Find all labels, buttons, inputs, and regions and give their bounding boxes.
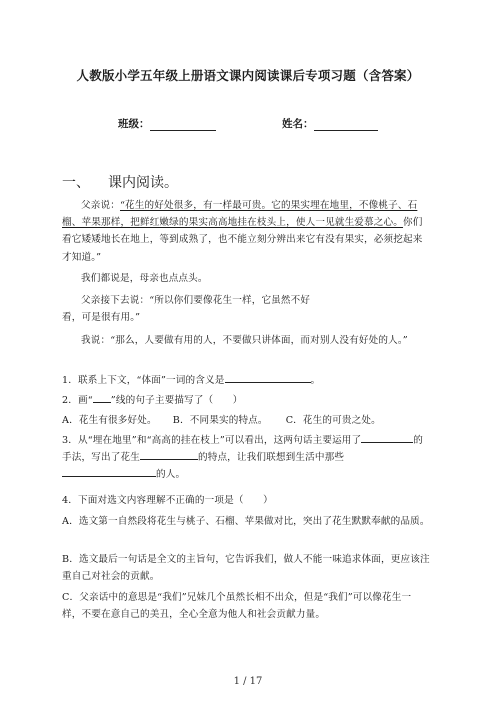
question-3-blank-3[interactable] [62, 466, 156, 477]
question-1-text: 1．联系上下文，“体面”一词的含义是 [62, 375, 225, 386]
document-title: 人教版小学五年级上册语文课内阅读课后专项习题（含答案） [76, 68, 420, 83]
question-3-text-c: 的特点，让我们联想到生活中那些 [197, 452, 345, 464]
passage-paragraph-2: 我们都说是，母亲也点点头。 [81, 273, 208, 284]
question-2-options [62, 412, 430, 429]
underlined-sentence: “花生的好处很多，有一样最可贵。它的果实埋在地里，不像桃子、石榴、苹果那样，把鲜红嫩绿的果实高高地挂在枝头上，使人一见就生爱慕之心。 [62, 200, 418, 229]
class-label: 班级： [118, 118, 150, 130]
passage-paragraph-3: 父亲接下去说：“所以你们要像花生一样，它虽然不好看，可是很有用。” [62, 295, 311, 324]
question-3-blank-1[interactable] [361, 432, 413, 443]
section-number: 一、 [62, 175, 90, 191]
question-4-option-a[interactable]: A．选文第一自然段将花生与桃子、石榴、苹果做对比，突出了花生默默奉献的品质。 [62, 516, 430, 527]
class-blank[interactable] [150, 119, 216, 131]
name-blank[interactable] [314, 119, 378, 131]
question-4-option-c[interactable]: C．父亲话中的意思是“我们”兄妹几个虽然长相不出众，但是“我们”可以像花生一样，不要在意自己的美丑，全心全意为他人和社会贡献力量。 [62, 592, 412, 621]
question-1 [62, 372, 430, 389]
section-title: 课内阅读。 [108, 175, 178, 191]
name-field [282, 116, 378, 131]
question-3-text-a: 3．从“埋在地里”和“高高的挂在枝上”可以看出，这两句话主要运用了 [62, 435, 362, 446]
question-3-text-d: 的人。 [156, 469, 186, 481]
question-4: 4．下面对选文内容理解不正确的一项是（ ） [62, 495, 273, 506]
passage-paragraph-1 [62, 197, 430, 266]
passage-p1-rest: 你们看它矮矮地长在地上，等到成熟了，也不能立刻分辨出来它有没有果实，必须挖起来才知道。” [62, 217, 423, 263]
question-3 [62, 432, 430, 484]
passage-p1-lead: 父亲说： [81, 200, 120, 211]
question-1-end: 。 [310, 375, 321, 386]
question-2-text-b: ”线的句子主要描写了（ ） [110, 395, 243, 406]
underline-sample [93, 392, 111, 403]
passage-paragraph-4: 我说：“那么，人要做有用的人，不要做只讲体面，而对别人没有好处的人。” [81, 335, 408, 346]
section-heading [62, 172, 178, 192]
name-label: 姓名： [282, 118, 314, 130]
question-4-option-b[interactable]: B．选文最后一句话是全文的主旨句，它告诉我们，做人不能一味追求体面，更应该注重自己对社会的贡献。 [62, 554, 430, 583]
option-c[interactable]: C．花生的可贵之处。 [285, 415, 381, 426]
option-b[interactable]: B．不同果实的特点。 [172, 415, 268, 426]
page-number: 1 / 17 [233, 676, 263, 687]
question-3-blank-2[interactable] [140, 449, 198, 460]
question-3-text-b: 的手法，写出了花生 [62, 435, 424, 464]
question-2 [62, 392, 430, 409]
class-field [118, 116, 216, 131]
question-1-blank[interactable] [225, 372, 311, 383]
question-2-text-a: 2．画“ [62, 395, 93, 406]
option-a[interactable]: A．花生有很多好处。 [62, 415, 157, 426]
